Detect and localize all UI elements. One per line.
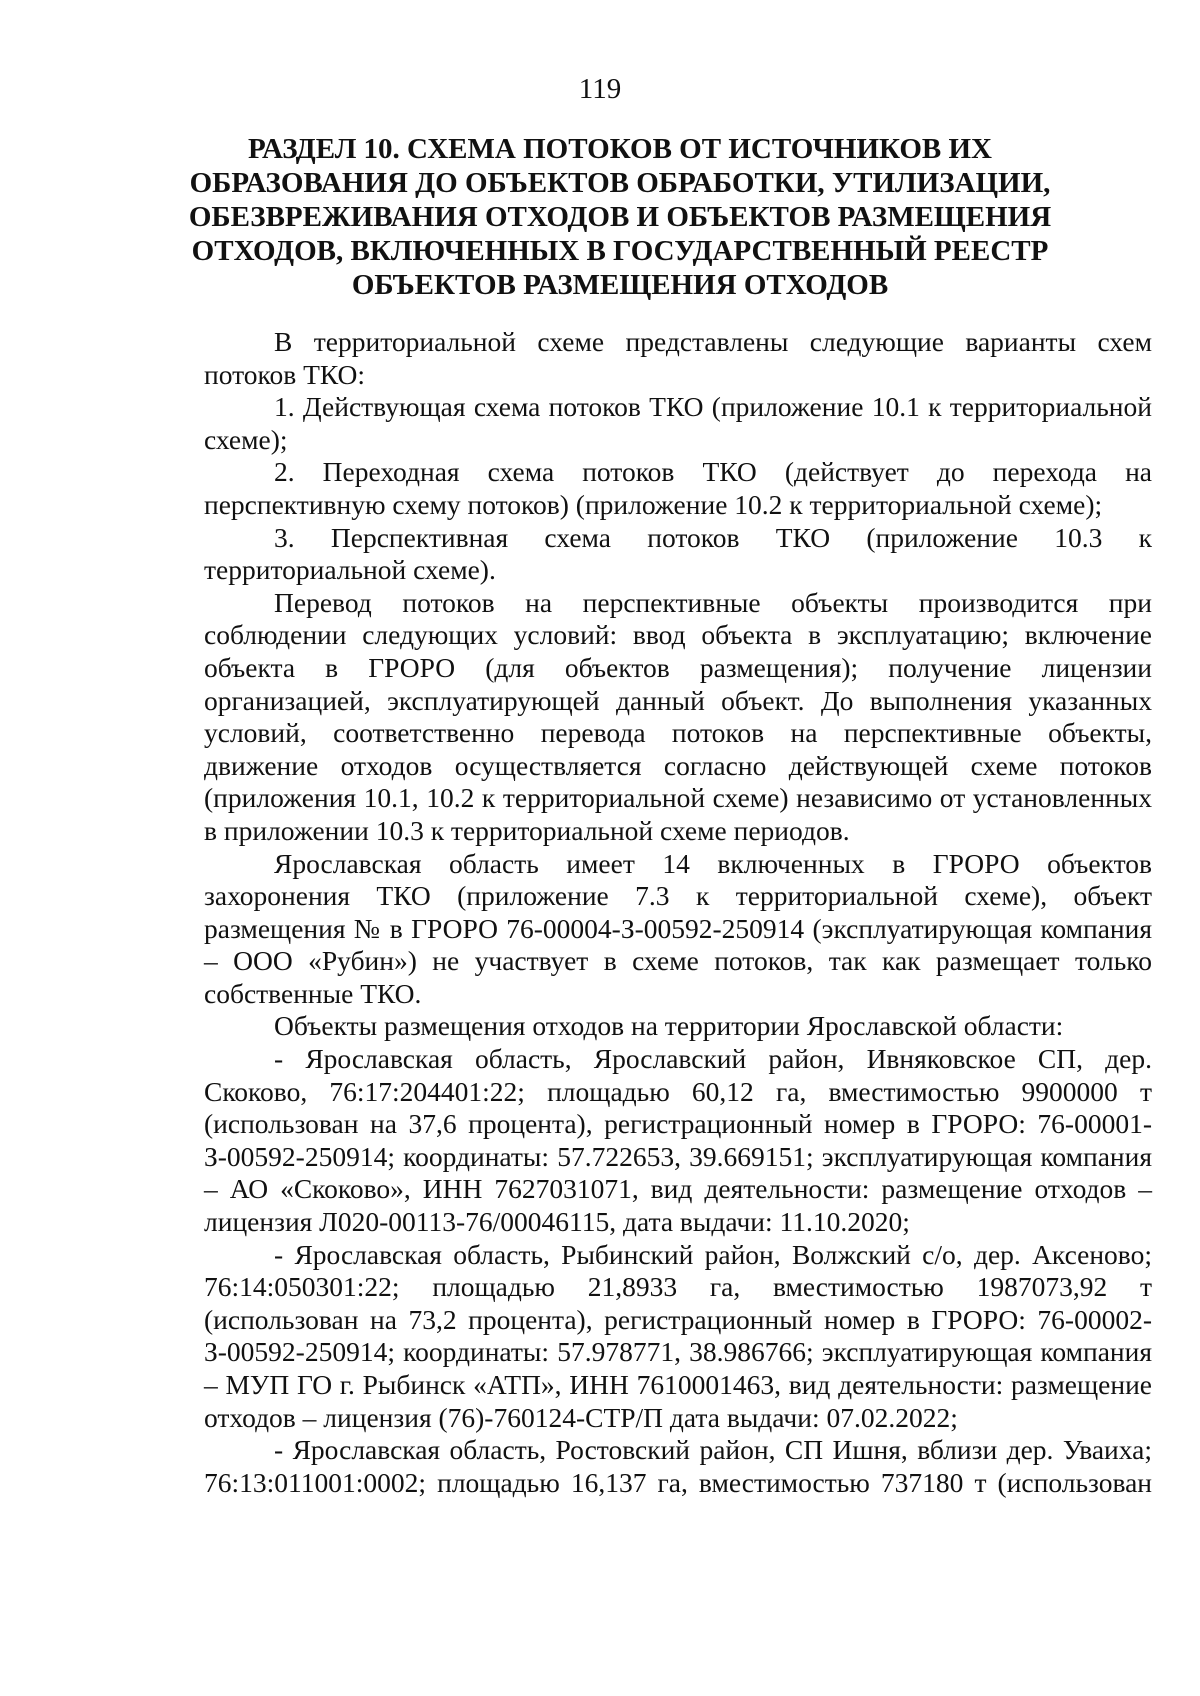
paragraph-landfills-count: Ярославская область имеет 14 включенных в ГРОРО объектов захоронения ТКО (приложение 7.3 к территориальной схеме), объект размещения № в ГРОРО 76-00004-З-00592-250914 (эксплуатирующая компания – ООО «Рубин») не участвует в схеме потоков, так как размещает только собственные ТКО. [204,847,1152,1009]
heading-line: ОБРАЗОВАНИЯ ДО ОБЪЕКТОВ ОБРАБОТКИ, УТИЛИЗАЦИИ, [189,167,1051,199]
paragraph-intro: В территориальной схеме представлены следующие варианты схем потоков ТКО: [204,326,1152,390]
list-item-scheme-2: 2. Переходная схема потоков ТКО (действует до перехода на перспективную схему потоков) (приложение 10.2 к территориальной схеме); [204,456,1152,520]
heading-line: ОТХОДОВ, ВКЛЮЧЕННЫХ В ГОСУДАРСТВЕННЫЙ РЕЕСТР [191,235,1049,267]
list-item-uvaikha: - Ярославская область, Ростовский район, СП Ишня, вблизи дер. Уваиха; 76:13:011001:0002; площадью 16,137 га, вместимостью 737180 т (использован [204,1434,1152,1498]
list-item-skokovo: - Ярославская область, Ярославский район, Ивняковское СП, дер. Скоково, 76:17:204401:22; площадью 60,12 га, вместимостью 9900000 т (использован на 37,6 процента), регистрационный номер в ГРОРО: 76-00001-З-00592-250914; координаты: 57.722653, 39.669151; эксплуатирующая компания – АО «Скоково», ИНН 7627031071, вид деятельности: размещение отходов – лицензия Л020-00113-76/00046115, дата выдачи: 11.10.2020; [204,1043,1152,1238]
list-item-scheme-3: 3. Перспективная схема потоков ТКО (приложение 10.3 к территориальной схеме). [204,521,1152,586]
list-item-aksenovo: - Ярославская область, Рыбинский район, Волжский с/о, дер. Аксеново; 76:14:050301:22; площадью 21,8933 га, вместимостью 1987073,92 т (использован на 73,2 процента), регистрационный номер в ГРОРО: 76-00002-З-00592-250914; координаты: 57.978771, 38.986766; эксплуатирующая компания – МУП ГО г. Рыбинск «АТП», ИНН 7610001463, вид деятельности: размещение отходов – лицензия (76)-760124-СТР/П дата выдачи: 07.02.2022; [204,1238,1152,1433]
document-body [204,326,1152,1499]
heading-line: ОБЪЕКТОВ РАЗМЕЩЕНИЯ ОТХОДОВ [351,269,889,301]
heading-line: РАЗДЕЛ 10. СХЕМА ПОТОКОВ ОТ ИСТОЧНИКОВ ИХ [248,133,992,165]
section-heading [180,132,1060,302]
paragraph-objects-intro: Объекты размещения отходов на территории Ярославской области: [274,1010,1064,1042]
heading-line: ОБЕЗВРЕЖИВАНИЯ ОТХОДОВ И ОБЪЕКТОВ РАЗМЕЩЕНИЯ [188,201,1052,233]
page-number: 119 [578,73,622,105]
list-item-scheme-1: 1. Действующая схема потоков ТКО (приложение 10.1 к территориальной схеме); [204,391,1152,455]
paragraph-transfer-conditions: Перевод потоков на перспективные объекты производится при соблюдении следующих условий: ввод объекта в эксплуатацию; включение объекта в ГРОРО (для объектов размещения); получение лицензии организацией, эксплуатирующей данный объект. До выполнения указанных условий, соответственно перевода потоков на перспективные объекты, движение отходов осуществляется согласно действующей схеме потоков (приложения 10.1, 10.2 к территориальной схеме) независимо от установленных в приложении 10.3 к территориальной схеме периодов. [204,586,1152,846]
